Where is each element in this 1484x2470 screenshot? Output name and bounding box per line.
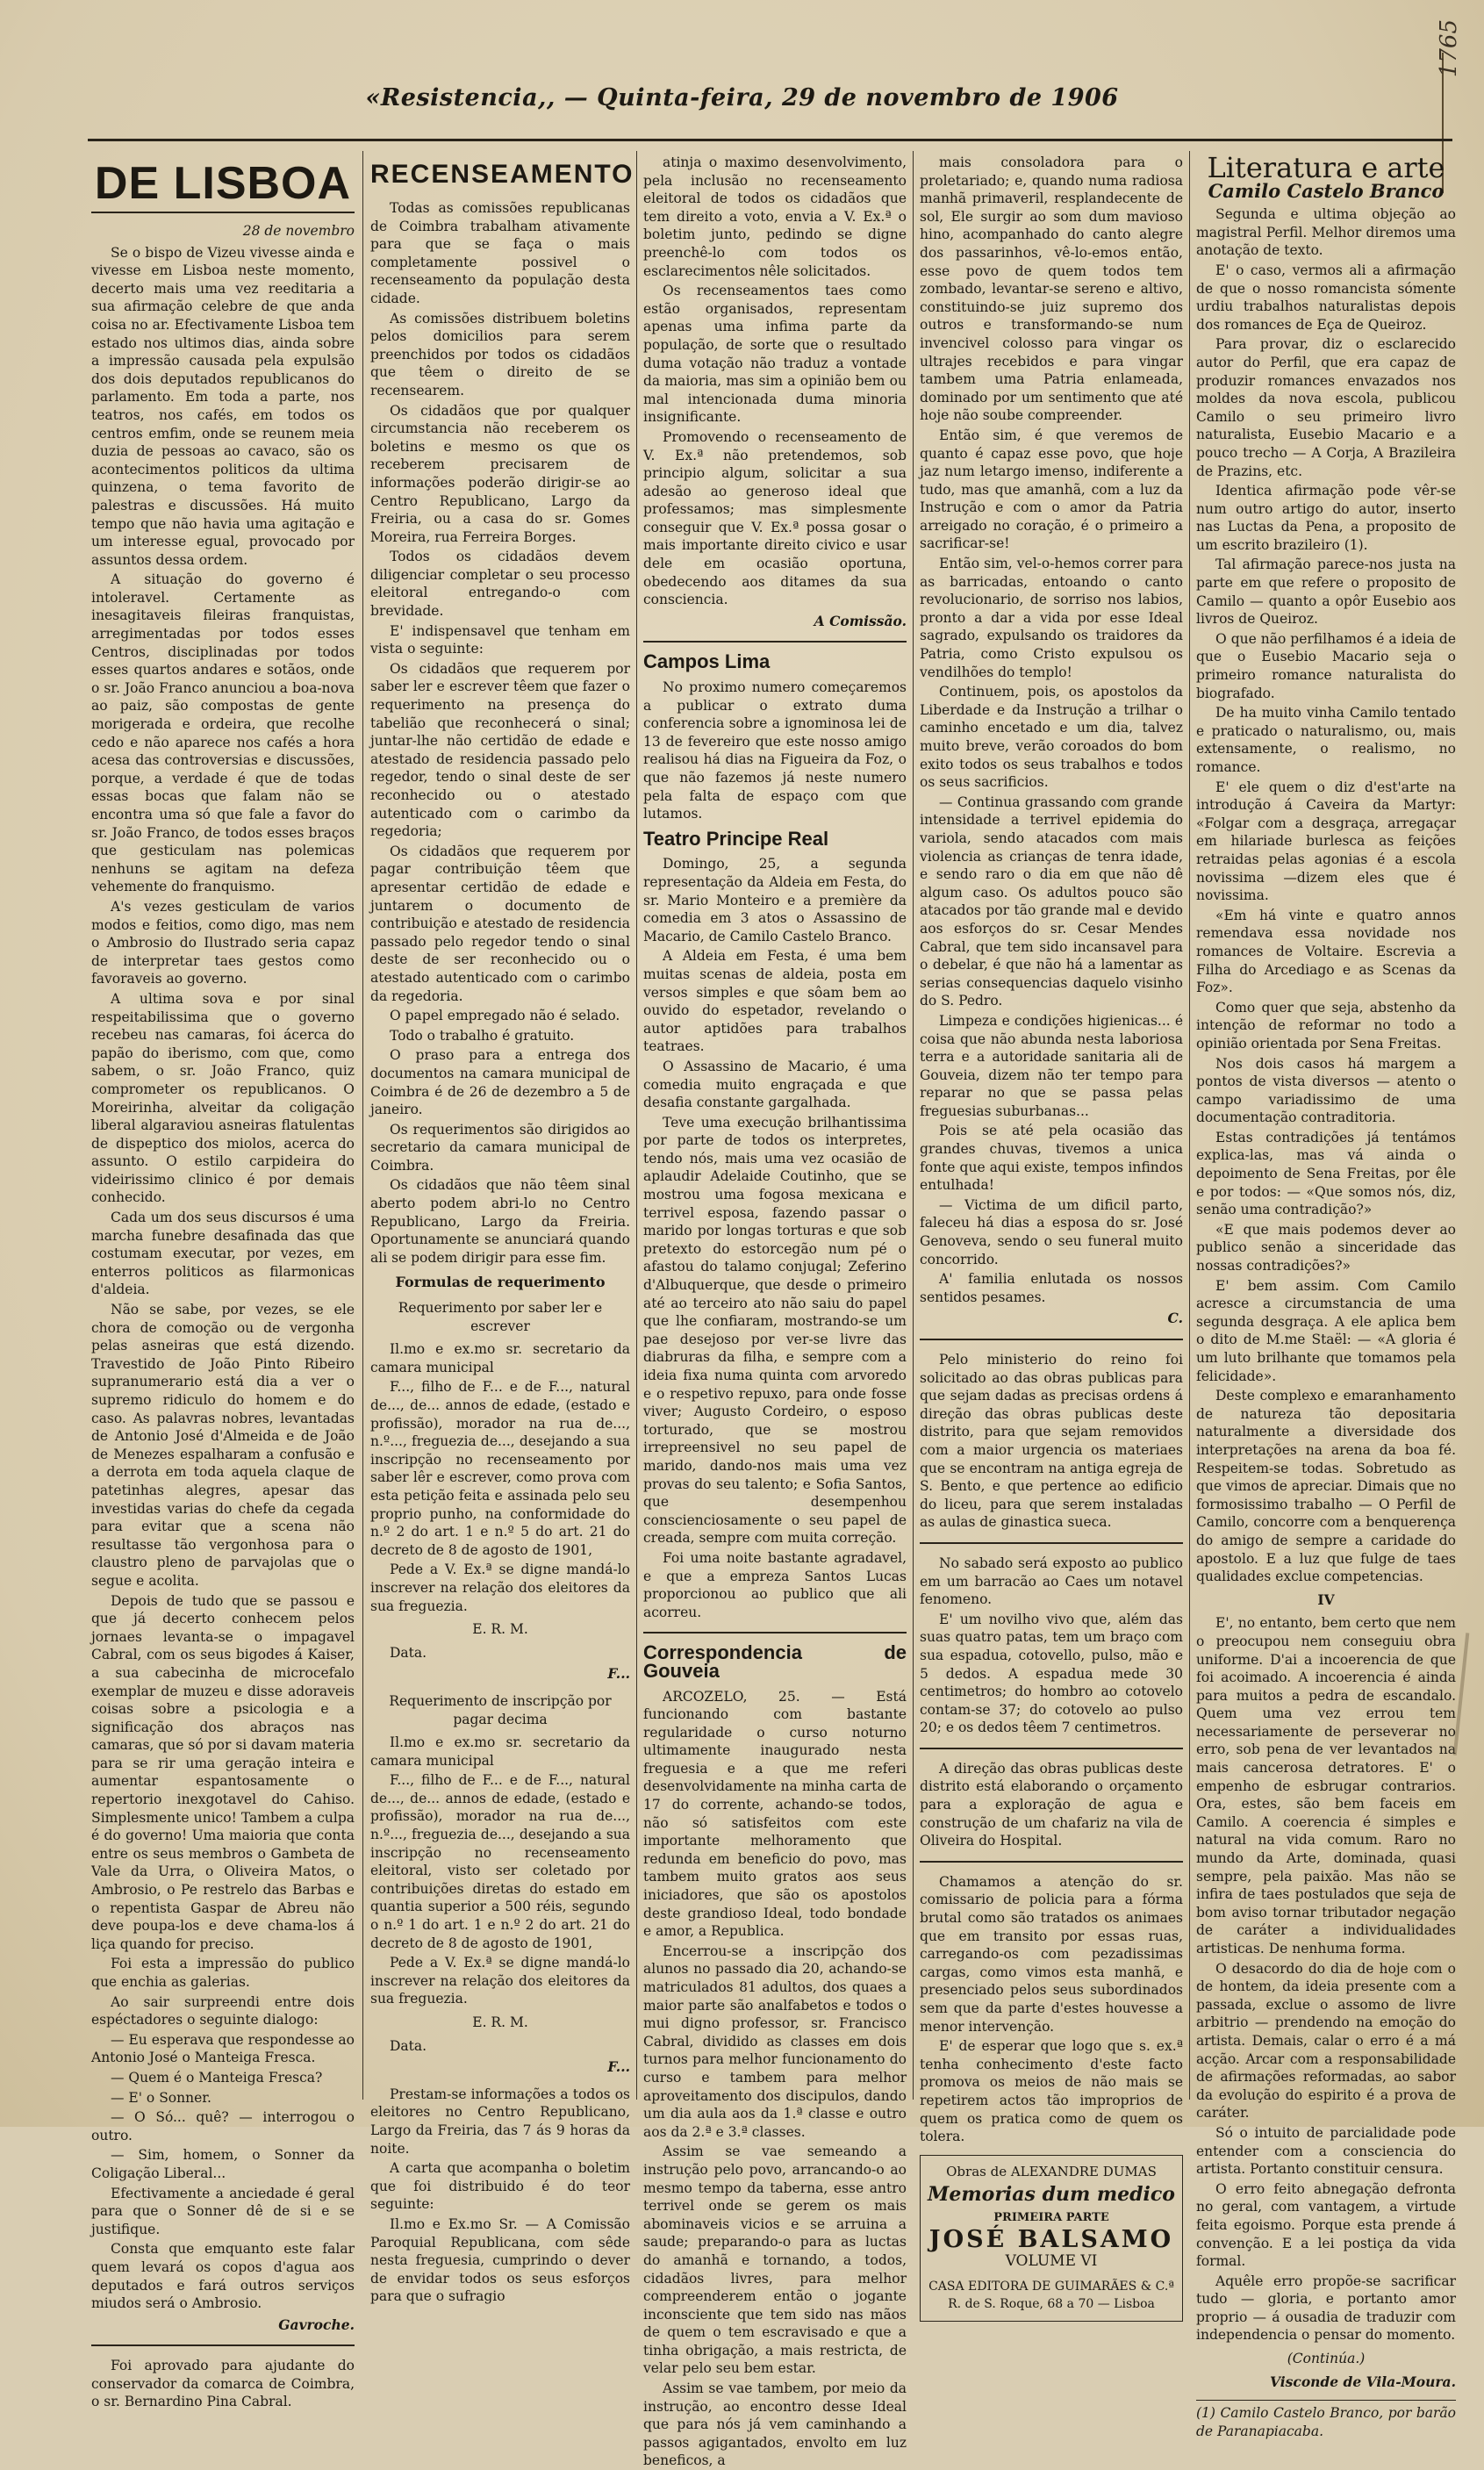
paragraph: Como quer que seja, abstenho da intenção de reformar no todo a opinião orientada por Sena Freitas. xyxy=(1196,999,1456,1052)
form-heading: Requerimento de inscripção por pagar decima xyxy=(389,1692,612,1727)
paragraph: Todas as comissões republicanas de Coimbra trabalham ativamente para que se faça o mais completamente possivel o recenseamento da população desta cidade. xyxy=(370,200,630,306)
dateline: 28 de novembro xyxy=(242,223,355,239)
news-item: Chamamos a atenção do sr. comissario de policia para a fórma brutal como são tratados os animaes que em transito por essas ruas, carregando-os com pezadissimas cargas, como vimos esta manhã, e presenciado pelos seus subordinados sem que da parte d'estes houvesse a menor intervenção. xyxy=(920,1873,1183,2035)
paragraph: Pois se até pela ocasião das grandes chuvas, tivemos a unica fonte que aqui existe, tempos infindos entulhada! xyxy=(920,1123,1183,1194)
paragraph: Prestam-se informações a todos os eleitores no Centro Republicano, Largo da Freiria, das 7 ás 9 horas da noite. xyxy=(370,2086,630,2157)
paragraph: E' o caso, vermos ali a afirmação de que o nosso romancista sómente urdiu trabalhos naturalistas depois dos romances de Eça de Queiroz. xyxy=(1196,262,1456,333)
folio-number: 1765 xyxy=(1436,19,1462,78)
form-request: Pede a V. Ex.ª se digne mandá-lo inscrever na relação dos eleitores da sua freguezia. xyxy=(370,1955,630,2007)
column-de-lisboa xyxy=(91,154,355,2410)
paragraph: Então sim, é que veremos de quanto é capaz esse povo, que hoje jaz num letargo imenso, indiferente a tudo, mas que amanhã, com a luz da Instrução e com o amor da Patria arreigado no coração, é o primeiro a sacrificar-se! xyxy=(920,427,1183,552)
separator xyxy=(643,641,907,643)
paragraph: Efectivamente a anciedade é geral para que o Sonner dê de si e se justifique. xyxy=(91,2185,355,2237)
paragraph: Os requerimentos são dirigidos ao secretario da camara municipal de Coimbra. xyxy=(370,1121,630,1174)
dialogue-line: — Quem é o Manteiga Fresca? xyxy=(111,2069,323,2086)
paragraph: Os recenseamentos taes como estão organisados, representam apenas uma infima parte da população, de sorte que o resultado duma votação não traduz a vontade da maioria, mas sim a opinião bem ou mal intencionada duma minoria insignificante. xyxy=(643,283,907,426)
separator xyxy=(920,1339,1183,1340)
paragraph: Deste complexo e emaranhamento de natureza tão depositaria naturalmente a diversidade dos interpretações na arena da boa fé. Respeitem-se todas. Sobretudo as que vimos de apreciar. Dimais que no formosissimo trabalho — O Perfil de Camilo, concorre com a benquerença do amigo de sempre a caridade do apostolo. E a luz que fulge de taes qualidades exclue competencias. xyxy=(1196,1388,1456,1585)
column-recenseamento xyxy=(370,154,634,2305)
paragraph: Os cidadãos que requerem por pagar contribuição têem que apresentar certidão de edade e juntarem o documento de contribuição e atestado de residencia passado pelo regedor tendo o sinal deste de ser reconhecido ou o atestado autenticado com o carimbo da regedoria. xyxy=(370,843,630,1004)
paragraph: O que não perfilhamos é a ideia de que o Eusebio Macario seja o primeiro romance naturalista do biografado. xyxy=(1196,630,1456,701)
separator xyxy=(920,1861,1183,1863)
signature: C. xyxy=(1167,1310,1183,1327)
paragraph: Encerrou-se a inscripção dos alunos no passado dia 20, achando-se matriculados 81 adultos, dos quaes a maior parte são analfabetos e todos o mui digno professor, sr. Francisco Cabral, dividido as classes em dois turnos para melhor funcionamento do curso e tambem para melhor aproveitamento dos discipulos, dando um dia aula aos da 1.ª classe e outro aos da 2.ª e 3.ª classes. xyxy=(643,1942,907,2140)
paragraph: Ao sair surpreendi entre dois espéctadores o seguinte dialogo: xyxy=(91,1993,355,2028)
paragraph: O erro feito abnegação defronta no geral, com vantagem, a virtude feita egoismo. Porque esta prende á convenção. E a lei postiça da vida formal. xyxy=(1196,2180,1456,2270)
form-signature: F... xyxy=(607,2058,630,2076)
column-literatura xyxy=(1196,151,1456,2439)
signature: Gavroche. xyxy=(278,2316,355,2333)
article-title: DE LISBOA xyxy=(91,159,355,213)
column-campos-teatro xyxy=(643,154,907,2469)
paragraph: Nos dois casos há margem a pontos de vista diversos — atento o campo variadissimo de uma documentação contraditoria. xyxy=(1196,1055,1456,1126)
paragraph: As comissões distribuem boletins pelos domicilios para serem preenchidos por todos os cidadãos que têem o direito de se recensearem. xyxy=(370,310,630,399)
paragraph: Então sim, vel-o-hemos correr para as barricadas, entoando o canto revolucionario, de sorriso nos labios, pronto a dar a vida por esse Ideal sagrado, expulsando os traidores da Patria, como Cristo expulsou os vendilhões do templo! xyxy=(920,556,1183,680)
paragraph: Continuem, pois, os apostolos da Liberdade e da Instrução a trilhar o caminho encetado e um dia, talvez muito breve, verão coroados do bom exito todos os seus trabalhos e todos os seus sacrificios. xyxy=(920,684,1183,791)
column-rule xyxy=(1189,151,1190,2100)
paragraph: Para provar, diz o esclarecido autor do Perfil, que era capaz de produzir romances envazados nos moldes da nova escola, publicou Camilo o seu primeiro livro naturalista, Eusebio Macario e a pouco trecho — A Corja, A Brazileira de Prazins, etc. xyxy=(1196,336,1456,479)
column-rule xyxy=(636,151,637,2100)
paragraph: E' indispensavel que tenham em vista o seguinte: xyxy=(370,622,630,657)
paragraph: Promovendo o recenseamento de V. Ex.ª não pretendemos, sob principio algum, solicitar a sua adesão ao generoso ideal que professamos; mas simplesmente conseguir que V. Ex.ª possa gosar o mais importante direito civico e usar dele em ocasião oportuna, obedecendo aos ditames da sua consciencia. xyxy=(643,428,907,608)
paragraph: A carta que acompanha o boletim que foi distribuido é do teor seguinte: xyxy=(370,2160,630,2213)
section-subhead: Formulas de requerimento xyxy=(395,1274,606,1291)
form-address: Il.mo e ex.mo sr. secretario da camara municipal xyxy=(370,1734,630,1769)
dialogue-line: — Eu esperava que respondesse ao Antonio José o Manteiga Fresca. xyxy=(91,2031,355,2066)
news-item: E' de esperar que logo que s. ex.ª tenha conhecimento d'este facto promova os meios de não mais se repetirem actos tão improprios de quem os pratica como de quem os tolera. xyxy=(920,2038,1183,2145)
paragraph: Tal afirmação parece-nos justa na parte em que refere o proposito de Camilo — quanto a opôr Eusebio aos livros de Queiroz. xyxy=(1196,556,1456,628)
paragraph: No proximo numero começaremos a publicar o extrato duma conferencia sobre a ignominosa lei de 13 de fevereiro que este nosso amigo realisou há dias na Figueira da Foz, o que não fazemos já neste numero pela falta de espaço com que lutamos. xyxy=(643,679,907,822)
paragraph: O praso para a entrega dos documentos na camara municipal de Coimbra é de 26 de dezembro a 5 de janeiro. xyxy=(370,1047,630,1118)
paragraph: O desacordo do dia de hoje com o de hontem, da ideia presente com a passada, exclue o assomo de livre arbitrio — prendendo na emoção do artista. Demais, calar o erro é a má acção. Arcar com a responsabilidade de afirmações reformadas, ao sabor da evolução do espirito é a prova de caráter. xyxy=(1196,1960,1456,2122)
form-date: Data. xyxy=(390,1644,427,1661)
header-rule xyxy=(88,139,1452,141)
paragraph: Cada um dos seus discursos é uma marcha funebre desafinada das que costumam executar, por vezes, em enterros politicos as filarmonicas d'aldeia. xyxy=(91,1210,355,1298)
separator xyxy=(920,1542,1183,1544)
paragraph: Depois de tudo que se passou e que já decerto conhecem pelos jornaes levanta-se o impagavel Cabral, com os seus bigodes á Kaiser, a sua cabecinha de microcefalo exemplar de muzeu e disse adoraveis coisas sobre a psicologia e a significação dos abraços nas camaras, que só por si davam materia para se rir uma geração inteira e aumentar espantosamente o repertorio inexgotavel do Cahiso. Simplesmente unico! Tambem a culpa é do governo! Uma maioria que conta entre os seus membros o Gambeta de Vale da Urra, o Oliveira Matos, o Ambrosio, o Pe restrelo das Barbas e o repentista Gaspar de Abreu não deve poupa-los e deve chama-los á liça quando for preciso. xyxy=(91,1592,355,1952)
paragraph: De ha muito vinha Camilo tentado e praticado o naturalismo, ou, mais extensamente, o realismo, no romance. xyxy=(1196,705,1456,775)
paragraph: Limpeza e condições higienicas... é coisa que não abunda nesta laboriosa terra e a autoridade sanitaria ali de Gouveia, dizem não ter tempo para reparar no que se passa pelas freguesias suburbanas... xyxy=(920,1012,1183,1119)
ad-book-name: JOSÉ BALSAMO xyxy=(928,2225,1174,2253)
section-number: IV xyxy=(1317,1590,1335,1608)
paragraph: O papel empregado não é selado. xyxy=(390,1008,620,1024)
news-item: A direção das obras publicas deste distrito está elaborando o orçamento para a exploração de agua e construção de um chafariz na vila de Oliveira do Hospital. xyxy=(920,1760,1183,1849)
form-address: Il.mo e ex.mo sr. secretario da camara municipal xyxy=(370,1341,630,1375)
paragraph: E' ele quem o diz d'est'arte na introdução á Caveira da Martyr: «Folgar com a desgraça, arregaçar em hilariade burlesca as feições retraidas pelas agonias é a escola novissima —dizem eles que é novissima. xyxy=(1196,779,1456,904)
paragraph: Só o intuito de parcialidade pode entender com a consciencia do artista. Portanto constituir censura. xyxy=(1196,2124,1456,2178)
paragraph: Foi uma noite bastante agradavel, e que a empreza Santos Lucas proporcionou ao publico que ali acorreu. xyxy=(643,1549,907,1620)
article-title: Correspondencia de Gouveia xyxy=(643,1641,907,1682)
form-date: Data. xyxy=(390,2037,427,2054)
paragraph: A situação do governo é intoleravel. Certamente as inesagitaveis fileiras franquistas, arregimentadas por todos esses Centros, disciplinadas por todos esses quartos andares e sotãos, onde o sr. João Franco anunciou a boa-nova ao paiz, são compostas de gente morigerada e ordeira, que recolhe cedo e não aparece nos cafés a hora acesa das controversias e discussões, porque, a verdade é que de todas essas bocas que falam não se encontra uma só que fale a favor do sr. João Franco, de todos esses braços que gesticulam nas polemicas nenhuns se agitam na defeza vehemente do franquismo. xyxy=(91,571,355,895)
section-title: Literatura e arte xyxy=(1207,151,1445,184)
news-item: E' um novilho vivo que, além das suas quatro patas, tem um braço com sua espadua, cotovello, pulso, mão e 5 dedos. A espadua mede 30 centimetros; do hombro ao cotovelo contam-se 37; do cotovelo ao pulso 20; e os dedos têem 7 centimetros. xyxy=(920,1611,1183,1736)
paragraph: Teve uma execução brilhantissima por parte de todos os interpretes, tendo nós, mais uma vez ocasião de aplaudir Adelaide Coutinho, que se mostrou uma fogosa mexicana e terrivel esposa, fazendo passar o marido por longas torturas e que sob pretexto do estorcegão num pé o afastou do talamo conjugal; Zeferino d'Albuquerque, que desde o primeiro até ao terceiro ato não saiu do papel que lhe confiaram, mostrando-se um pae desejoso por ver-se livre das diabruras da filha, e sempre com a ideia fixa numa quinta com arvoredo e o respetivo repuxo, para onde fosse viver; Augusto Cordeiro, o esposo torturado, que se mostrou irrepreensivel no seu papel de marido, dando-nos mais uma vez provas do seu talento; e Sofia Santos, que desempenhou conscienciosamente o seu papel de creada, sempre com muita correção. xyxy=(643,1114,907,1547)
continued-note: (Continúa.) xyxy=(1287,2351,1366,2367)
paragraph: Assim se vae tambem, por meio da instrução, ao encontro desse Ideal que para nós já vem caminhando a passos agigantados, envolto em luz beneficos, a xyxy=(643,2380,907,2469)
running-head: «Resistencia,, — Quinta-feira, 29 de novembro de 1906 xyxy=(365,84,1119,111)
paragraph: — Continua grassando com grande intensidade a terrivel epidemia do variola, sendo atacados com mais violencia as crianças de tenra idade, e sendo raro o dia em que não dê algum caso. Os adultos pouco são atacados por tão grande mal e devido aos esforços do sr. Cesar Mendes Cabral, que tem sido incansavel para o debelar, é que não há a lamentar as serias consequencias daquelo visinho do S. Pedro. xyxy=(920,793,1183,1009)
form-signature: F... xyxy=(607,1665,630,1683)
paragraph: Estas contradições já tentámos explica-las, mas vá ainda o depoimento de Sena Freitas, por êle e por todos: — «Que somos nós, diz, senão uma contradição?» xyxy=(1196,1129,1456,1218)
paragraph: «Em há vinte e quatro annos remendava essa novidade nos romances de Voltaire. Escrevia a Filha do Arcediago e as Scenas da Foz». xyxy=(1196,907,1456,996)
news-note: Foi aprovado para ajudante do conservador da comarca de Coimbra, o sr. Bernardino Pina Cabral. xyxy=(91,2358,355,2410)
paragraph: Aquêle erro propõe-se sacrificar tudo — gloria, e portanto amor proprio — á ousadia de traduzir com independencia o pensar do momento. xyxy=(1196,2273,1456,2344)
form-closing: E. R. M. xyxy=(472,2014,528,2030)
paragraph: E' bem assim. Com Camilo acresce a circumstancia de uma segunda desgraça. A ele aplica bem o dito de M.me Staël: — «A gloria é um luto brilhante que tomamos pela felicidade». xyxy=(1196,1277,1456,1384)
signature: A Comissão. xyxy=(814,612,907,629)
paragraph: A Aldeia em Festa, é uma bem muitas scenas de aldeia, posta em versos simples e que sôam bem ao ouvido do espetador, revelando o autor aptidões para trabalhos teatraes. xyxy=(643,948,907,1055)
paragraph: A ultima sova e por sinal respeitabilissima que o governo recebeu nas camaras, foi ácerca do papão do iberismo, com que, como sabem, o sr. João Franco, quiz comprometer os republicanos. O Moreirinha, alveitar da coligação liberal algaraviou asneiras flatulentas de dispeptico dos miolos, acerca do assunto. O estilo carpideira do videirissimo clinico é por demais conhecido. xyxy=(91,990,355,1206)
paragraph: — Victima de um dificil parto, faleceu há dias a esposa do sr. José Genoveva, sendo o seu funeral muito concorrido. xyxy=(920,1196,1183,1267)
paragraph: Todo o trabalho é gratuito. xyxy=(390,1027,575,1044)
separator xyxy=(920,1748,1183,1749)
form-heading: Requerimento por saber ler e escrever xyxy=(398,1300,603,1334)
paragraph: Segunda e ultima objeção ao magistral Perfil. Melhor diremos uma anotação de texto. xyxy=(1196,206,1456,259)
column-rule xyxy=(362,151,363,2100)
form-body: F..., filho de F... e de F..., natural de..., de... annos de edade, (estado e profissão), morador na rua de..., n.º..., freguezia de..., desejando a sua inscripção no recenseamento eleitoral, visto ser coletado por contribuições diretas do estado em quantia superior a 500 réis, segundo o n.º 1 do art. 1 e n.º 2 do art. 21 do decreto de 8 de agosto de 1901, xyxy=(370,1772,630,1951)
signature: Visconde de Vila-Moura. xyxy=(1270,2373,1456,2390)
paragraph: Os cidadãos que requerem por saber ler e escrever têem que fazer o requerimento na presença do tabelião que reconhecerá o sinal; juntar-lhe não certidão de edade e atestado de residencia passado pelo regedor, tendo o sinal deste de ser reconhecido ou o atestado autenticado com o carimbo da regedoria; xyxy=(370,660,630,840)
paragraph: Assim se vae semeando a instrução pelo povo, arrancando-o ao mesmo tempo da taberna, esse antro terrivel onde se gerem os mais abominaveis vicios e se arruina a saude; preparando-o para as luctas do amanhã e tornando, a todos, cidadãos livres, para melhor compreenderem então o jogante inconsciente que tem sido nas mãos de quem o tem escravisado e que a tinha obrigação, a mais restricta, de velar pelo seu bem estar. xyxy=(643,2143,907,2377)
form-closing: E. R. M. xyxy=(472,1621,528,1638)
paragraph: A's vezes gesticulam de varios modos e feitios, como digo, mas nem o Ambrosio do Ilustrado seria capaz de interpretar taes gestos como favoraveis ao governo. xyxy=(91,898,355,987)
paragraph: mais consoladora para o proletariado; e, quando numa radiosa manhã primaveril, resplandecente de sol, Ele surgir ao som dum mavioso hino, acompanhado do canto alegre dos passarinhos, vê-lo-emos então, esse povo de quem todos tem zombado, levantar-se sereno e altivo, constituindo-se juiz supremo dos outros e transformando-se num invencivel colosso para vingar os ultrajes recebidos e para vingar tambem uma Patria enlameada, dominado por um sentimento que até hoje não soube compreender. xyxy=(920,154,1183,424)
paragraph: «E que mais podemos dever ao publico senão a sinceridade das nossas contradições?» xyxy=(1196,1221,1456,1274)
column-news xyxy=(920,154,1183,2312)
dialogue-line: — E' o Sonner. xyxy=(111,2089,211,2106)
separator xyxy=(643,1632,907,1634)
ad-part: PRIMEIRA PARTE xyxy=(993,2210,1109,2224)
form-request: Pede a V. Ex.ª se digne mandá-lo inscrever na relação dos eleitores da sua freguezia. xyxy=(370,1562,630,1614)
ad-volume: VOLUME VI xyxy=(1005,2252,1098,2271)
paragraph: Todos os cidadãos devem diligenciar completar o seu processo eleitoral entregando-o com brevidade. xyxy=(370,549,630,620)
separator xyxy=(91,2344,355,2346)
article-title: Camilo Castelo Branco xyxy=(1208,179,1445,202)
paragraph: atinja o maximo desenvolvimento, pela inclusão no recenseamento eleitoral de todos os cidadãos que tem direito a voto, envia a V. Ex.ª o boletim junto, pedindo se digne preenchê-lo com todos os esclarecimentos nêle solicitados. xyxy=(643,154,907,279)
paragraph: Il.mo e Ex.mo Sr. — A Comissão Paroquial Republicana, com sêde nesta freguesia, cumprindo o dever de envidar todos os seus esforços para que o sufragio xyxy=(370,2215,630,2305)
paragraph: Os cidadãos que não têem sinal aberto podem abri-lo no Centro Republicano, Largo da Freiria. Oportunamente se anunciará quando ali se podem dirigir para esse fim. xyxy=(370,1177,630,1266)
article-title: RECENSEAMENTO xyxy=(370,160,634,189)
ad-title: Memorias dum medico xyxy=(928,2183,1175,2207)
column-rule xyxy=(913,151,914,2100)
paragraph: Os cidadãos que por qualquer circumstancia não receberem os boletins e mesmo os que os receberem precisarem de informações poderão dirigir-se ao Centro Republicano, Largo da Freiria, ou a casa do sr. Gomes Moreira, rua Ferreira Borges. xyxy=(370,402,630,545)
paragraph: Foi esta a impressão do publico que enchia as galerias. xyxy=(91,1956,355,1990)
paragraph: Domingo, 25, a segunda representação da Aldeia em Festa, do sr. Mario Monteiro e a première da comedia em 3 atos o Assassino de Macario, de Camilo Castelo Branco. xyxy=(643,856,907,944)
paragraph: A' familia enlutada os nossos sentidos pesames. xyxy=(920,1271,1183,1305)
paragraph: O Assassino de Macario, é uma comedia muito engraçada e que desafia constante gargalhada. xyxy=(643,1058,907,1111)
paragraph: Não se sabe, por vezes, se ele chora de comoção ou de vergonha pelas asneiras que está dizendo. Travestido de João Pinto Ribeiro supranumerario está dia a ver o supremo ridiculo do homem e do caso. As palavras nobres, levantadas de Antonio José d'Almeida e de João de Menezes espalharam a confusão e a derrota em toda aquela claque de patetinhas alegres, apesar das investidas varias do chefe da cegada para evitar que a scena não resultasse tão vergonhosa para o claustro pleno de parvajolas que o segue e acolita. xyxy=(91,1302,355,1589)
paragraph: Consta que emquanto este falar quem levará os copos d'agua aos deputados e fará outros serviços miudos será o Ambrosio. xyxy=(91,2241,355,2312)
dialogue-line: — Sim, homem, o Sonner da Coligação Liberal... xyxy=(91,2147,355,2181)
form-body: F..., filho de F... e de F..., natural de..., de... annos de edade, (estado e profissão), morador na rua de..., n.º..., freguezia de..., desejando a sua inscripção no recenseamento por saber lêr e escrever, como prova com esta petição feita e assinada pelo seu proprio punho, na conformidade do n.º 2 do art. 1 e n.º 5 do art. 21 do decreto de 8 de agosto de 1901, xyxy=(370,1379,630,1558)
article-title: Campos Lima xyxy=(643,650,771,673)
paragraph: Identica afirmação pode vêr-se num outro artigo do autor, inserto nas Luctas da Pena, a proposito de um escrito brazileiro (1). xyxy=(1196,483,1456,553)
news-item: Pelo ministerio do reino foi solicitado ao das obras publicas para que sejam dadas as precisas ordens á direção das obras publicas deste distrito, para que sejam removidos com a maior urgencia os materiaes que se encontram na antiga egreja de S. Bento, e que pertence ao edificio do liceu, para que serem instaladas as aulas de ginastica sueca. xyxy=(920,1352,1183,1531)
article-title: Teatro Principe Real xyxy=(643,827,829,850)
footnote: (1) Camilo Castelo Branco, por barão de Paranapiacaba. xyxy=(1196,2400,1456,2440)
paragraph: E', no entanto, bem certo que nem o preocupou nem conseguiu obra uniforme. D'ai a incoerencia de que foi acoimado. A incoerencia é ainda para muitos a pedra de escandalo. Quem uma vez errou tem necessariamente de perseverar no erro, sob pena de ver levantados na mais cancerosa detratores. E' o empenho de esbrugar contrarios. Ora, estes, são bem faceis em Camilo. A coerencia é simples e natural na vida comum. Raro no mundo da Arte, dominada, quasi sempre, pela paixão. Mas não se infira de taes postulados que seja de bom aviso tornar tributador negação de caráter a individualidades artisticas. De nenhuma forma. xyxy=(1196,1615,1456,1957)
dialogue-line: — O Só... quê? — interrogou o outro. xyxy=(91,2109,355,2143)
book-advertisement xyxy=(920,2155,1183,2322)
ad-series: Obras de ALEXANDRE DUMAS xyxy=(946,2163,1157,2179)
news-item: No sabado será exposto ao publico em um barracão ao Caes um notavel fenomeno. xyxy=(920,1555,1183,1608)
paragraph: Se o bispo de Vizeu vivesse ainda e vivesse em Lisboa neste momento, decerto mais uma vez reeditaria a sua afirmação celebre de que anda coisa no ar. Efectivamente Lisboa tem estado nos ultimos dias, ainda sobre a impressão causada pela expulsão dos dois deputados republicanos do parlamento. Em toda a parte, nos teatros, nos cafés, em todos os centros emfim, onde se reunem meia duzia de pessoas ao cavaco, são os acontecimentos politicos da ultima quinzena, o tema favorito de palestras e discussões. Há muito tempo que não havia uma agitação e um interesse egual, provocado por assuntos dessa ordem. xyxy=(91,244,355,568)
paragraph: ARCOZELO, 25. — Está funcionando com bastante regularidade o curso noturno ultimamente inaugurado nesta freguesia e a que me referi desenvolvidamente na minha carta de 17 do corrente, achando-se todos, não só satisfeitos com este importante melhoramento que redunda em beneficio do povo, mas tambem muito gratos aos seus iniciadores, que são os apostolos deste grandioso Ideal, todo bondade e amor, a Republica. xyxy=(643,1688,907,1940)
ad-publisher: CASA EDITORA DE GUIMARÃES & C.ª R. de S. Roque, 68 a 70 — Lisboa xyxy=(928,2279,1174,2312)
